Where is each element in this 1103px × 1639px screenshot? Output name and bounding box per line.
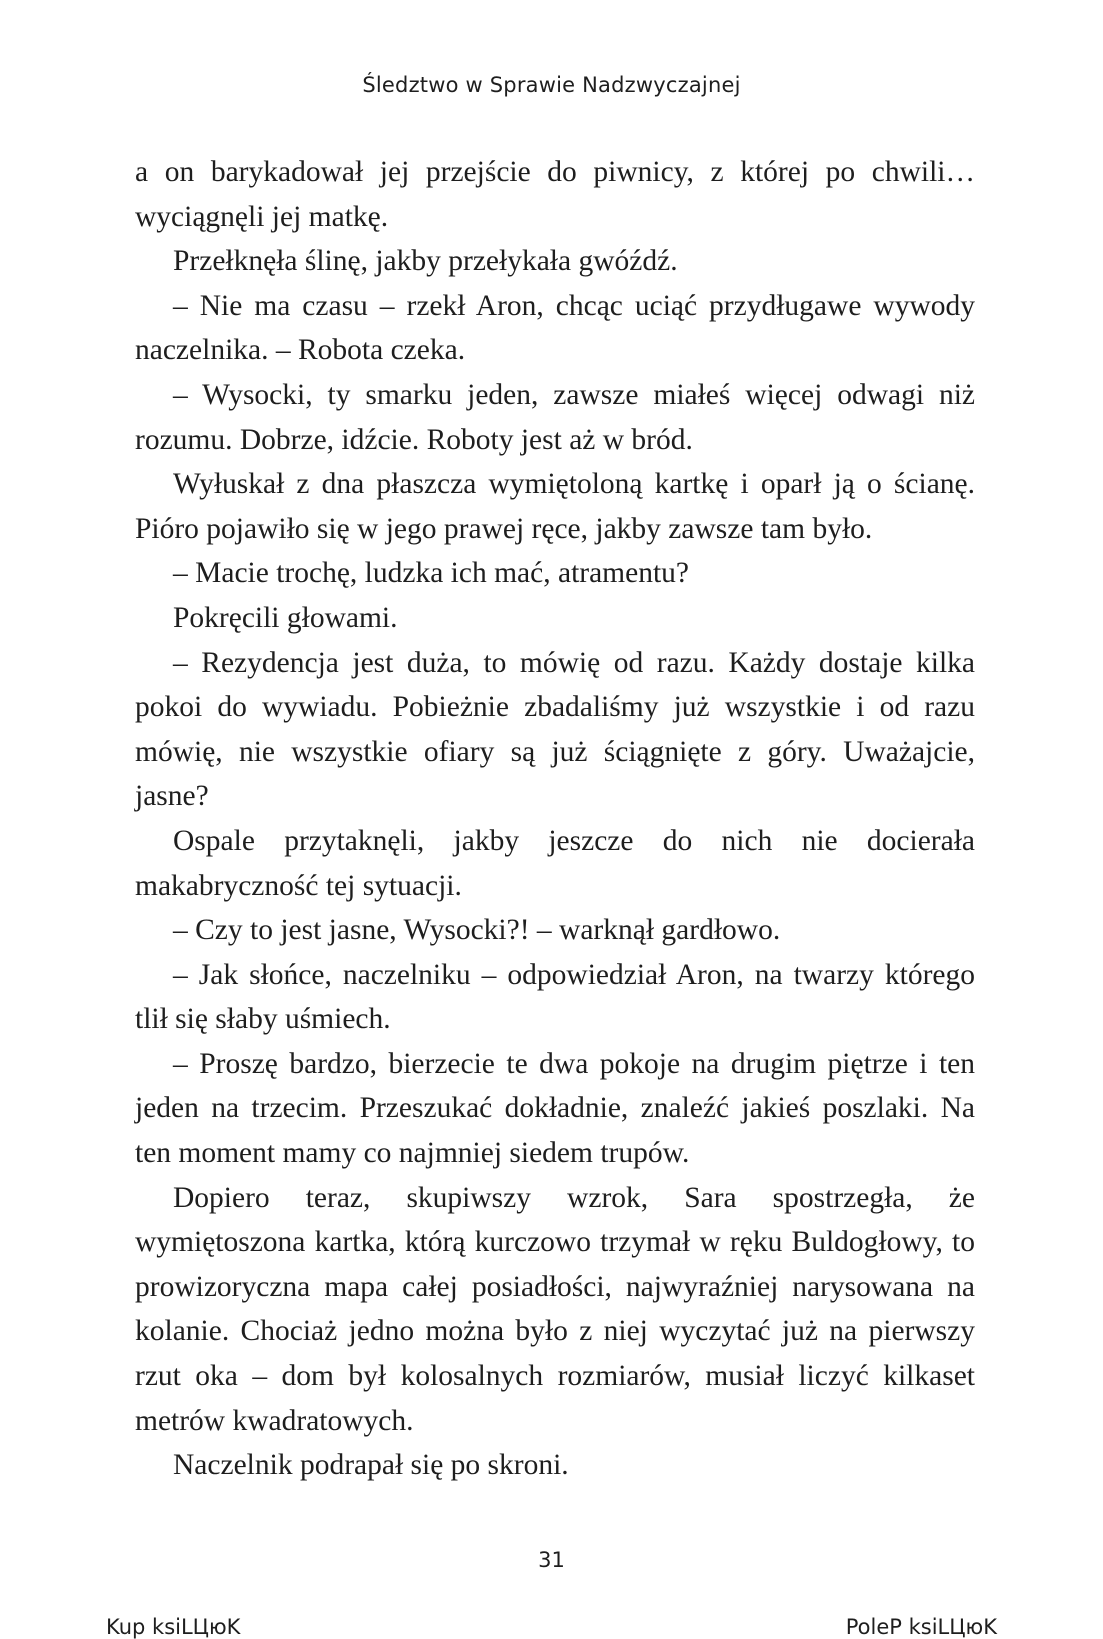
paragraph: – Macie trochę, ludzka ich mać, atramentu?: [173, 557, 690, 590]
buy-book-link[interactable]: Kup ksiLЦюK: [106, 1615, 241, 1639]
paragraph: Dopiero teraz, skupiwszy wzrok, Sara spostrzegła, że wymiętoszona kartka, którą kurczowo trzymał w ręku Buldogłowy, to prowizoryczna mapa całej posiadłości, najwyraźniej narysowana na kolanie. Chociaż jedno można było z niej wyczytać już na pierwszy rzut oka – dom był kolosalnych rozmiarów, musiał liczyć kilkaset metrów kwadratowych.: [135, 1181, 975, 1437]
paragraph: a on barykadował jej przejście do piwnicy, z której po chwili… wyciągnęli jej matkę.: [135, 156, 975, 233]
recommend-book-link[interactable]: PoleP ksiLЦюK: [845, 1615, 997, 1639]
paragraph: – Rezydencja jest duża, to mówię od razu. Każdy dostaje kilka pokoi do wywiadu. Pobieżnie zbadaliśmy już wszystkie i od razu mówię, nie wszystkie ofiary są już ściągnięte z góry. Uważajcie, jasne?: [135, 646, 975, 813]
paragraph: Ospale przytaknęli, jakby jeszcze do nich nie docierała makabryczność tej sytuacji.: [135, 824, 975, 902]
paragraph: – Nie ma czasu – rzekł Aron, chcąc uciąć przydługawe wywody naczelnika. – Robota czeka.: [135, 289, 975, 367]
paragraph: – Proszę bardzo, bierzecie te dwa pokoje na drugim piętrze i ten jeden na trzecim. Przeszukać dokładnie, znaleźć jakieś poszlaki. Na ten moment mamy co najmniej siedem trupów.: [135, 1047, 975, 1170]
paragraph: – Czy to jest jasne, Wysocki?! – warknął gardłowo.: [173, 914, 781, 947]
paragraph: Wyłuskał z dna płaszcza wymiętoloną kartkę i oparł ją o ścianę. Pióro pojawiło się w jego prawej ręce, jakby zawsze tam było.: [135, 468, 975, 545]
paragraph: Przełknęła ślinę, jakby przełykała gwóźdź.: [173, 245, 678, 278]
paragraph: – Jak słońce, naczelniku – odpowiedział Aron, na twarzy którego tlił się słaby uśmiech.: [135, 958, 975, 1036]
paragraph: – Wysocki, ty smarku jeden, zawsze miałeś więcej odwagi niż rozumu. Dobrze, idźcie. Roboty jest aż w bród.: [135, 378, 975, 456]
page-number: 31: [538, 1548, 565, 1572]
paragraph: Naczelnik podrapał się po skroni.: [173, 1449, 569, 1482]
body-text: [135, 150, 975, 1488]
paragraph: Pokręcili głowami.: [173, 601, 398, 634]
running-header: Śledztwo w Sprawie Nadzwyczajnej: [362, 73, 741, 97]
